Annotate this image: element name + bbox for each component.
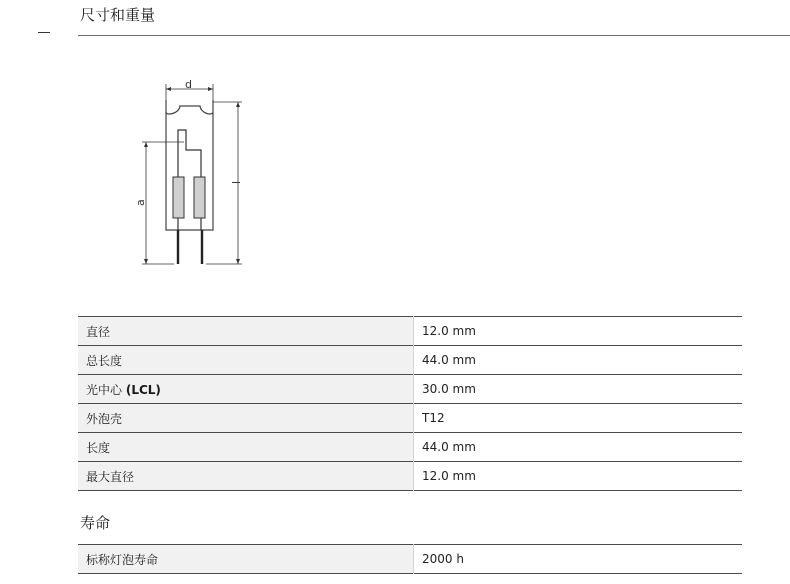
table-row (78, 375, 742, 404)
table-row (78, 433, 742, 462)
row-label: 直径 (78, 317, 414, 346)
table-row (78, 545, 742, 574)
dimensions-table (78, 316, 742, 491)
row-value: 44.0 mm (414, 433, 743, 462)
lamp-dimension-diagram (128, 78, 258, 273)
label-d: d (185, 78, 192, 91)
row-label: 光中心 (86, 382, 123, 397)
row-label: 外泡壳 (78, 404, 414, 433)
row-label-cell (78, 375, 414, 404)
table-row (78, 317, 742, 346)
row-value: 44.0 mm (414, 346, 743, 375)
table-row (78, 404, 742, 433)
table-row (78, 346, 742, 375)
row-label: 标称灯泡寿命 (78, 545, 414, 574)
row-value: 2000 h (414, 545, 743, 574)
pinch-left (173, 177, 184, 218)
label-a: a (134, 199, 147, 206)
row-label: 最大直径 (78, 462, 414, 491)
row-value: T12 (414, 404, 743, 433)
section-divider (78, 35, 790, 36)
row-label: 总长度 (78, 346, 414, 375)
table-row (78, 462, 742, 491)
section-title-dimensions: 尺寸和重量 (80, 6, 156, 24)
label-l: l (230, 180, 243, 184)
row-value: 12.0 mm (414, 317, 743, 346)
row-label-suffix: (LCL) (125, 382, 161, 397)
row-value: 30.0 mm (414, 375, 743, 404)
section-title-lifespan: 寿命 (80, 514, 111, 532)
pinch-right (194, 177, 205, 218)
row-value: 12.0 mm (414, 462, 743, 491)
row-label: 长度 (78, 433, 414, 462)
lifespan-table (78, 544, 742, 574)
collapse-toggle[interactable] (38, 32, 50, 33)
